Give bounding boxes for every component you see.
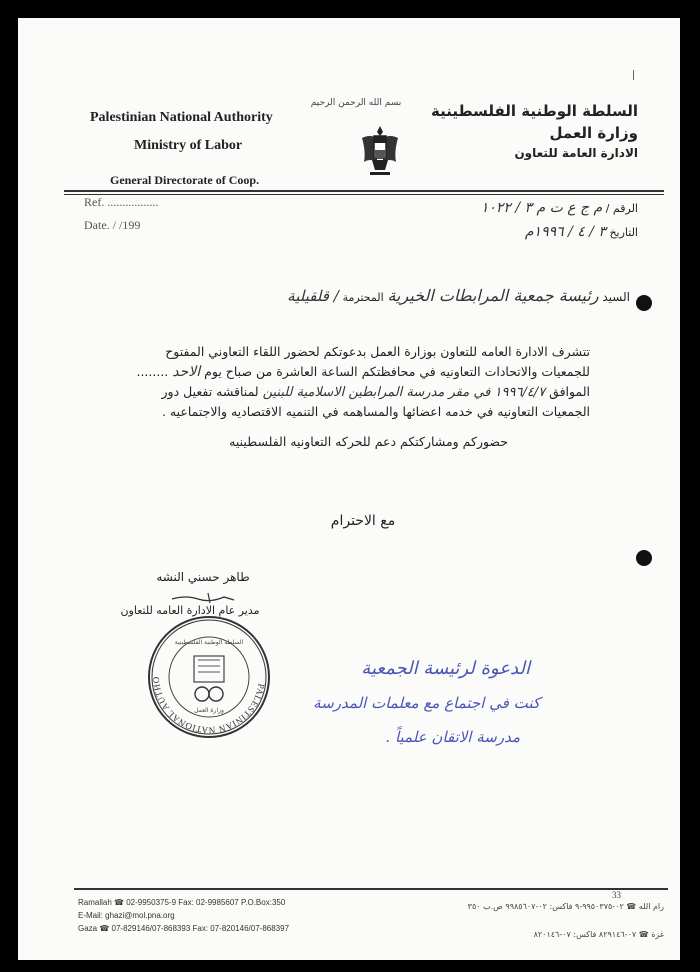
ar-authority: السلطة الوطنية الفلسطينية (431, 102, 638, 120)
ar-number (481, 200, 638, 216)
ar-date-value: ٣ / ٤ / ١٩٩٦م (524, 224, 606, 240)
corner-mark (633, 70, 634, 80)
header-rule (64, 190, 664, 192)
signature-icon (168, 590, 238, 604)
punch-hole-bottom (636, 550, 652, 566)
body-line-5: حضوركم ومشاركتكم دعم للحركه التعاونيه الفلسطينيه (229, 434, 508, 449)
footer-ramallah: Ramallah ☎ 02-9950375-9 Fax: 02-9985607 P.O.Box:350 (78, 898, 286, 907)
body-line-2-printed: للجمعيات والاتحادات التعاونيه في محافظتكم الساعة العاشرة من صباح يوم (204, 364, 590, 379)
en-date: Date. / /199 (84, 218, 141, 232)
addressee-name: رئيسة جمعية المرابطات الخيرية (387, 286, 599, 305)
body-line-3-prefix: الموافق (549, 384, 590, 399)
body-line-1: تتشرف الادارة العامه للتعاون بوزارة العمل بدعوتكم لحضور اللقاء التعاوني المفتوح (165, 344, 590, 359)
signer-title: مدير عام الادارة العامه للتعاون (120, 604, 260, 617)
footer-ar-ramallah: رام الله ☎ ٠٢-٩٩٥٠٣٧٥-٩ فاكس: ٠٢-٩٩٨٥٦٠٧ ص.ب ٣٥٠ (467, 902, 664, 911)
en-ministry: Ministry of Labor (134, 138, 243, 153)
annotation-line-2: كنت في اجتماع مع معلمات المدرسة (313, 694, 540, 712)
en-authority: Palestinian National Authority (90, 110, 273, 125)
body-line-4: الجمعيات التعاونيه في خدمه اعضائها والمساهمه في التنميه الاقتصاديه والاجتماعيه . (161, 404, 590, 419)
letter-page (18, 18, 680, 960)
footer-email: E-Mail: ghazi@mol.pna.org (78, 911, 175, 920)
annotation-line-3: مدرسة الاتقان علمياً . (385, 728, 520, 746)
footer-rule (74, 888, 668, 890)
ar-ministry: وزارة العمل (549, 124, 638, 142)
ar-date-label: التاريخ (609, 226, 638, 239)
body-line-3-suffix: لمناقشه تفعيل دور (161, 384, 259, 399)
official-stamp-icon (146, 614, 272, 740)
page-number: 33 (612, 890, 621, 900)
eagle-emblem-icon (358, 122, 402, 180)
body-line-3 (162, 384, 591, 400)
body-line-3-hand: ١٩٩٦/٤/٧ في مقر مدرسة المرابطين الاسلامية للبنين (262, 385, 546, 400)
signer-name: طاهر حسني النشه (156, 570, 250, 584)
ar-number-value: م ج ع ت م ٣ / ١٠٢٢ (480, 200, 603, 216)
addressee-label: السيد (602, 290, 630, 304)
basmala: بسم الله الرحمن الرحيم (310, 98, 402, 108)
stamp-inner-text: وزارة العمل (194, 707, 224, 714)
footer-ar-gaza: غزة ☎ ٠٧-٨٢٩١٤٦ فاكس: ٠٧-٨٢٠١٤٦ (533, 930, 664, 939)
ar-number-label: الرقم / (605, 202, 638, 215)
regards: مع الاحترام (330, 513, 396, 529)
body-line-2-hand: الاحد (172, 364, 201, 380)
en-ref: Ref. ................. (84, 195, 159, 209)
stamp-outer-text: PALESTINIAN NATIONAL AUTHO (150, 675, 267, 736)
addressee (287, 286, 630, 305)
footer-gaza: Gaza ☎ 07-829146/07-868393 Fax: 07-820146/07-868397 (78, 924, 290, 933)
en-directorate: General Directorate of Coop. (110, 173, 260, 187)
addressee-city: / قلقيلية (287, 287, 339, 305)
ar-directorate: الادارة العامة للتعاون (514, 146, 638, 160)
body-line-2: للجمعيات والاتحادات التعاونيه في محافظتكم الساعة العاشرة من صباح يوم الاحد ........ (136, 364, 590, 380)
stamp-ar-text: السلطة الوطنية الفلسطينية (174, 639, 244, 646)
addressee-honorific: المحترمة (342, 291, 384, 304)
ar-date (525, 224, 638, 240)
annotation-line-1: الدعوة لرئيسة الجمعية (361, 658, 530, 679)
punch-hole-top (636, 295, 652, 311)
